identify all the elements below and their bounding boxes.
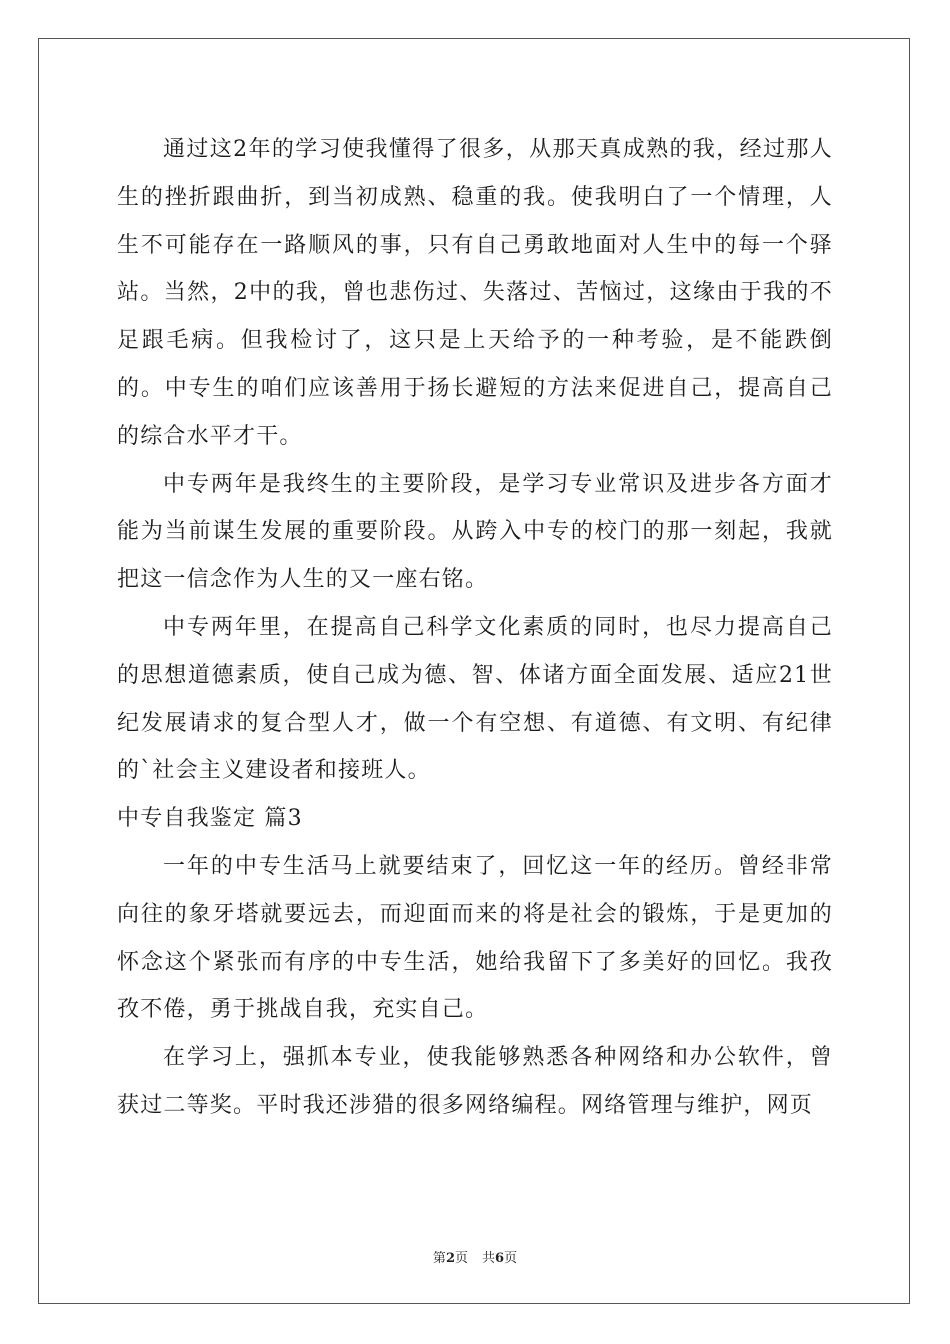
section-heading: 中专自我鉴定 篇3 bbox=[117, 806, 303, 832]
paragraph-1: 通过这2年的学习使我懂得了很多，从那天真成熟的我，经过那人生的挫折跟曲折，到当初成熟、稳重的我。使我明白了一个情理，人生不可能存在一路顺风的事，只有自己勇敢地面对人生中的每一个驿站。当然，2中的我，曾也悲伤过、失落过、苦恼过，这缘由于我的不足跟毛病。但我检讨了，这只是上天给予的一种考验，是不能跌倒的。中专生的咱们应该善用于扬长避短的方法来促进自己，提高自己的综合水平才干。 bbox=[117, 137, 833, 449]
paragraph-4: 一年的中专生活马上就要结束了，回忆这一年的经历。曾经非常向往的象牙塔就要远去，而迎面而来的将是社会的锻炼，于是更加的怀念这个紧张而有序的中专生活，她给我留下了多美好的回忆。我孜孜不倦，勇于挑战自我，充实自己。 bbox=[117, 853, 833, 1023]
footer-total-prefix: 共 bbox=[482, 1251, 496, 1266]
footer-total-suffix: 页 bbox=[504, 1251, 518, 1266]
footer-total-pages: 6 bbox=[495, 1251, 505, 1266]
page-footer bbox=[0, 1247, 950, 1266]
paragraph-2: 中专两年是我终生的主要阶段，是学习专业常识及进步各方面才能为当前谋生发展的重要阶段。从跨入中专的校门的那一刻起，我就把这一信念作为人生的又一座右铭。 bbox=[117, 471, 833, 593]
footer-page-prefix: 第 bbox=[432, 1251, 446, 1266]
document-body bbox=[117, 126, 833, 1130]
footer-page-suffix: 页 bbox=[454, 1251, 468, 1266]
paragraph-5: 在学习上，强抓本专业，使我能够熟悉各种网络和办公软件，曾获过二等奖。平时我还涉猎的很多网络编程。网络管理与维护，网页 bbox=[117, 1045, 833, 1118]
footer-page-number: 2 bbox=[445, 1251, 455, 1266]
paragraph-3: 中专两年里，在提高自己科学文化素质的同时，也尽力提高自己的思想道德素质，使自己成为德、智、体诸方面全面发展、适应21世纪发展请求的复合型人才，做一个有空想、有道德、有文明、有纪律的`社会主义建设者和接班人。 bbox=[117, 614, 833, 784]
